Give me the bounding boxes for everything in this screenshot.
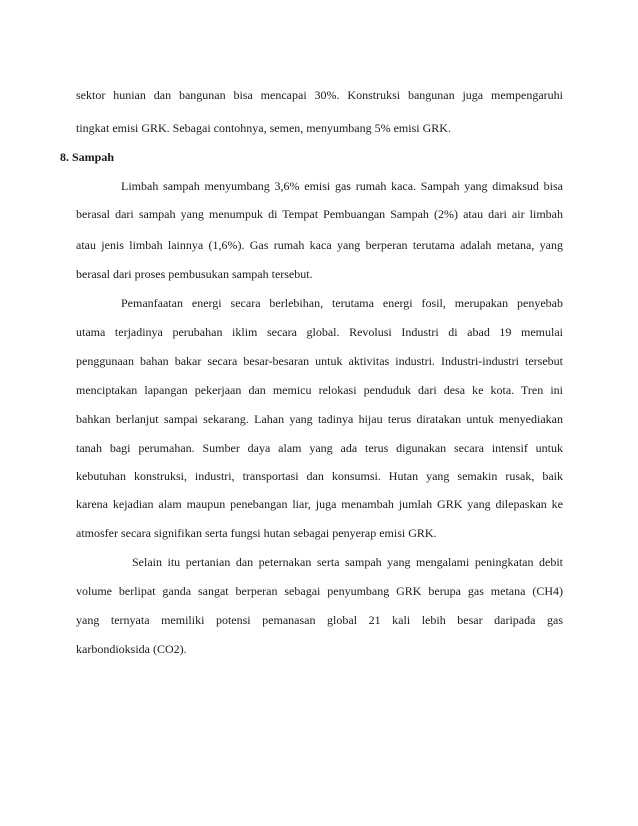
text-line: penggunaan bahan bakar secara besar-besaran untuk aktivitas industri. Industri-industri tersebut <box>76 354 563 368</box>
text-line: yang ternyata memiliki potensi pemanasan global 21 kali lebih besar daripada gas <box>76 613 563 627</box>
text-line: atmosfer secara signifikan serta fungsi hutan sebagai penyerap emisi GRK. <box>76 526 437 540</box>
text-line: karena kejadian alam maupun penebangan liar, juga menambah jumlah GRK yang dilepaskan ke <box>76 497 563 511</box>
text-line: berasal dari proses pembusukan sampah tersebut. <box>76 267 313 281</box>
text-line: karbondioksida (CO2). <box>76 642 187 656</box>
text-line: menciptakan lapangan pekerjaan dan memicu relokasi penduduk dari desa ke kota. Tren ini <box>76 383 563 397</box>
section-heading: 8. Sampah <box>60 150 115 164</box>
text-line: berasal dari sampah yang menumpuk di Tempat Pembuangan Sampah (2%) atau dari air limbah <box>76 207 563 221</box>
text-line: Limbah sampah menyumbang 3,6% emisi gas rumah kaca. Sampah yang dimaksud bisa <box>121 179 563 193</box>
text-line: kebutuhan konstruksi, industri, transportasi dan konsumsi. Hutan yang semakin rusak, baik <box>76 469 563 483</box>
text-line: Pemanfaatan energi secara berlebihan, terutama energi fosil, merupakan penyebab <box>121 296 563 310</box>
text-line: volume berlipat ganda sangat berperan sebagai penyumbang GRK berupa gas metana (CH4) <box>76 584 563 598</box>
text-line: bahkan berlanjut sampai sekarang. Lahan yang tadinya hijau terus diratakan untuk menyediakan <box>76 412 563 426</box>
text-line: utama terjadinya perubahan iklim secara global. Revolusi Industri di abad 19 memulai <box>76 325 563 339</box>
text-line: Selain itu pertanian dan peternakan serta sampah yang mengalami peningkatan debit <box>132 555 563 569</box>
text-line: sektor hunian dan bangunan bisa mencapai 30%. Konstruksi bangunan juga mempengaruhi <box>76 88 563 102</box>
text-line: atau jenis limbah lainnya (1,6%). Gas rumah kaca yang berperan terutama adalah metana, yang <box>76 238 563 252</box>
text-line: tingkat emisi GRK. Sebagai contohnya, semen, menyumbang 5% emisi GRK. <box>76 121 451 135</box>
text-line: tanah bagi perumahan. Sumber daya alam yang ada terus digunakan secara intensif untuk <box>76 441 563 455</box>
